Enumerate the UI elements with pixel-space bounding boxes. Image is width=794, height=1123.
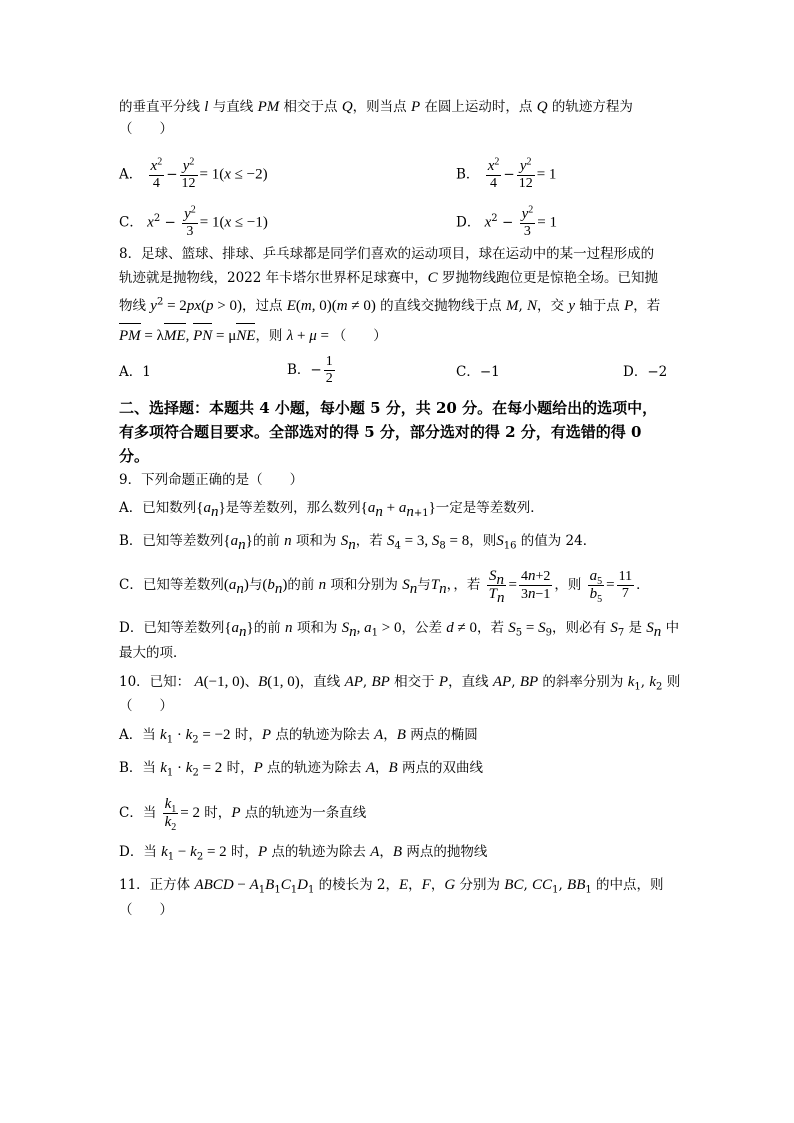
q10-option-b[interactable]: B．当 $k_1 \cdot k_2 = 2$ 时，P 点的轨迹为除去 A，B 两点的双曲线 <box>119 760 483 779</box>
q11-paren: （ ） <box>119 902 173 918</box>
q7-option-c[interactable]: C． $x^2$ − $\frac{y^2}{3}$ = 1(x ≤ −1) <box>119 204 268 239</box>
q8-option-d[interactable]: D．−2 <box>623 364 668 380</box>
q7-option-d[interactable]: D． $x^2$ − $\frac{y^2}{3}$ = 1 <box>456 204 557 239</box>
q8-option-c[interactable]: C．−1 <box>456 364 500 380</box>
q7-option-a[interactable]: A． $\frac{x^2}{4}$ − $\frac{y^2}{12}$ = 1(x ≤ −2) <box>119 156 268 191</box>
q11-stem: 11．正方体 ABCD − $A_1B_1C_1D_1$ 的棱长为 2，E，F，G 分别为 BC, $CC_1$, $BB_1$ 的中点，则 <box>119 877 664 896</box>
q10-paren: （ ） <box>119 698 173 714</box>
q9-stem: 9．下列命题正确的是（ ） <box>119 472 304 488</box>
q8-line-2: 轨迹就是抛物线，2022 年卡塔尔世界杯足球赛中，C 罗抛物线跑位更是惊艳全场。已知抛 <box>119 270 658 286</box>
section-2-header-line-3: 分。 <box>119 447 150 465</box>
q10-stem: 10．已知： A(−1, 0)、B(1, 0)，直线 AP, BP 相交于 P，直线 AP, BP 的斜率分别为 $k_1$, $k_2$ 则 <box>119 674 681 693</box>
section-2-header-line-1: 二、选择题：本题共 4 小题，每小题 5 分，共 20 分。在每小题给出的选项中， <box>119 399 658 417</box>
q8-option-b[interactable]: B．− $\frac{1}{2}$ <box>287 354 333 386</box>
q9-option-a[interactable]: A．已知数列$\{a_n\}$是等差数列，那么数列$\{a_n + a_{n+1}\}$一定是等差数列． <box>119 500 544 520</box>
q9-option-d-line-2: 最大的项． <box>119 645 187 661</box>
q10-option-c[interactable]: C．当 $\frac{k_1}{k_2}$ = 2 时，P 点的轨迹为一条直线 <box>119 796 367 833</box>
q8-line-4: PM = λME, PN = μNE，则 λ + μ = （ ） <box>119 328 387 344</box>
q7-stem-line: 的垂直平分线 l 与直线 PM 相交于点 Q，则当点 P 在圆上运动时，点 Q 的轨迹方程为 <box>119 99 633 115</box>
q9-option-b[interactable]: B．已知等差数列$\{a_n\}$的前 n 项和为 $S_n$，若 $S_4 = 3$, $S_8 = 8$，则$S_{16}$ 的值为 24． <box>119 533 597 553</box>
q7-option-b[interactable]: B． $\frac{x^2}{4}$ − $\frac{y^2}{12}$ = 1 <box>456 156 557 191</box>
q9-option-d-line-1[interactable]: D．已知等差数列$\{a_n\}$的前 n 项和为 $S_n$, $a_1 > 0$，公差 d ≠ 0，若 $S_5 = S_9$，则必有 $S_7$ 是 $S_n$ 中 <box>119 620 680 640</box>
q8-option-a[interactable]: A．1 <box>119 364 151 380</box>
q7-paren: （ ） <box>119 121 173 137</box>
section-2-header-line-2: 有多项符合题目要求。全部选对的得 5 分，部分选对的得 2 分，有选错的得 0 <box>119 423 642 441</box>
q8-line-3: 物线 $y^2 = 2px(p > 0)$，过点 E(m, 0)(m ≠ 0) 的直线交抛物线于点 M, N，交 y 轴于点 P，若 <box>119 296 661 314</box>
q9-option-c[interactable]: C．已知等差数列$(a_n)$与$(b_n)$的前 n 项和分别为 $S_n$与$T_n$，，若 $\frac{S_n}{T_n}$ = $\frac{4n+2}{3n-1}$ ，则 $\frac{a_5}{b_5}$ = $\frac{11}{7}$ ． <box>119 568 650 606</box>
q10-option-d[interactable]: D．当 $k_1 - k_2 = 2$ 时，P 点的轨迹为除去 A，B 两点的抛物线 <box>119 844 488 863</box>
q10-option-a[interactable]: A．当 $k_1 \cdot k_2 = -2$ 时，P 点的轨迹为除去 A，B 两点的椭圆 <box>119 727 478 746</box>
q8-line-1: 8．足球、篮球、排球、乒乓球都是同学们喜欢的运动项目，球在运动中的某一过程形成的 <box>119 246 655 262</box>
